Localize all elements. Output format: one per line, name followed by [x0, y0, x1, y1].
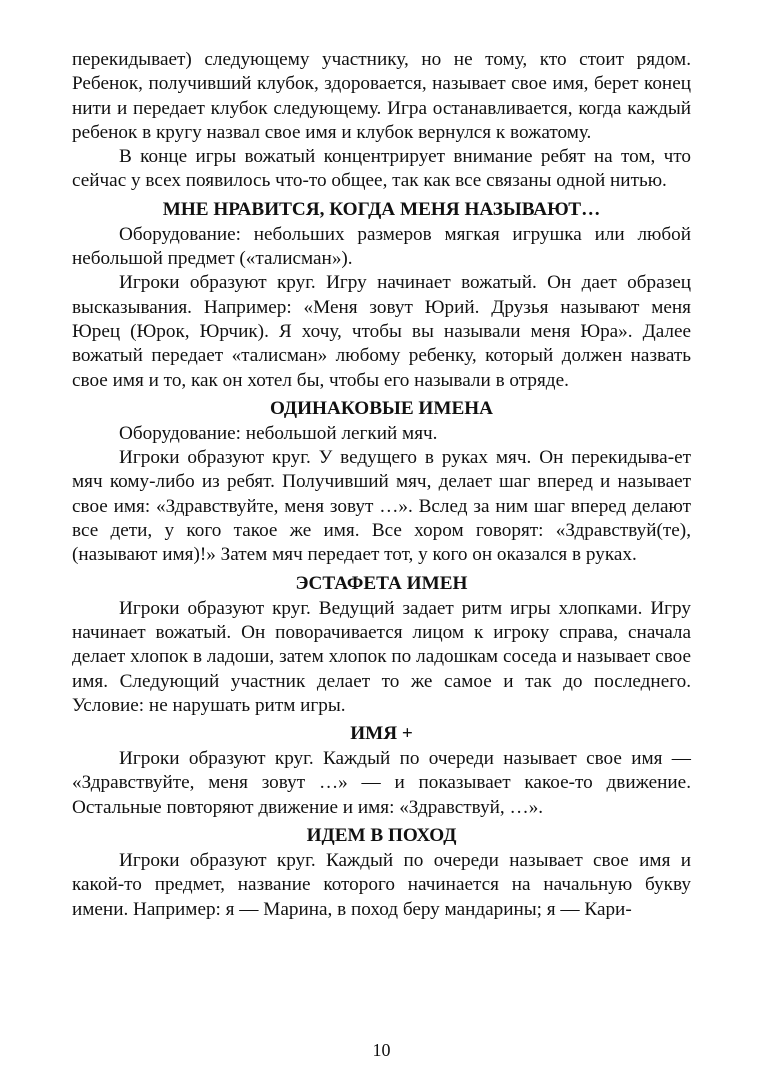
section-title-odinakovye-imena: ОДИНАКОВЫЕ ИМЕНА: [269, 397, 494, 419]
section-4-paragraph-1: Игроки образуют круг. Каждый по очереди называет свое имя — «Здравствуйте, меня зовут …» — и показывает какое-то движение. Остальные повторяют движение и имя: «Здравствуй, …».: [72, 748, 691, 818]
section-3-paragraph-1: Игроки образуют круг. Ведущий задает ритм игры хлопками. Игру начинает вожатый. Он поворачивается лицом к игроку справа, сначала делает хлопок в ладоши, затем хлопок по ладошкам соседа и называет свое имя. Следующий участник делает то же самое и так до последнего. Условие: не нарушать ритм игры.: [72, 597, 691, 716]
section-2-paragraph-1: Оборудование: небольшой легкий мяч.: [119, 422, 438, 444]
section-1-paragraph-1: Оборудование: небольших размеров мягкая игрушка или любой небольшой предмет («талисман»).: [72, 223, 691, 270]
intro-paragraph-2: В конце игры вожатый концентрирует внимание ребят на том, что сейчас у всех появилось что-то общее, так как все связаны одной нитью.: [72, 146, 691, 192]
intro-paragraph-1: перекидывает) следующему участнику, но не тому, кто стоит рядом. Ребенок, получивший клубок, здоровается, называет свое имя, берет конец нити и передает клубок следующему. Игра останавливается, когда каждый ребенок в кругу назвал свое имя и клубок вернулся к вожатому.: [72, 49, 691, 143]
page-content: [72, 48, 691, 922]
section-2-paragraph-2: Игроки образуют круг. У ведущего в руках мяч. Он перекидыва-ет мяч кому-либо из ребят. Получивший мяч, делает шаг вперед и называет свое имя: «Здравствуйте, меня зовут …». Вслед за ним шаг вперед делают все дети, у кого такое же имя. Все хором говорят: «Здравствуй(те), (называют имя)!» Затем мяч передает тот, у кого он оказался в руках.: [72, 447, 691, 566]
section-title-estafeta-imen: ЭСТАФЕТА ИМЕН: [295, 572, 468, 594]
page-number: 10: [372, 1040, 391, 1060]
section-title-imya-plus: ИМЯ +: [350, 723, 413, 745]
section-1-paragraph-2: Игроки образуют круг. Игру начинает вожатый. Он дает образец высказывания. Например: «Меня зовут Юрий. Друзья называют меня Юрец (Юрок, Юрчик). Я хочу, чтобы вы называли меня Юра». Далее вожатый передает «талисман» любому ребенку, который должен назвать свое имя и то, как он хотел бы, чтобы его называли в отряде.: [72, 272, 691, 391]
section-title-idem-v-pohod: ИДЕМ В ПОХОД: [306, 825, 457, 847]
section-title-mne-nravitsya: МНЕ НРАВИТСЯ, КОГДА МЕНЯ НАЗЫВАЮТ…: [162, 198, 601, 220]
section-5-paragraph-1: Игроки образуют круг. Каждый по очереди называет свое имя и какой-то предмет, название которого начинается на начальную букву имени. Например: я — Марина, в поход беру мандарины; я — Кари-: [72, 850, 691, 920]
